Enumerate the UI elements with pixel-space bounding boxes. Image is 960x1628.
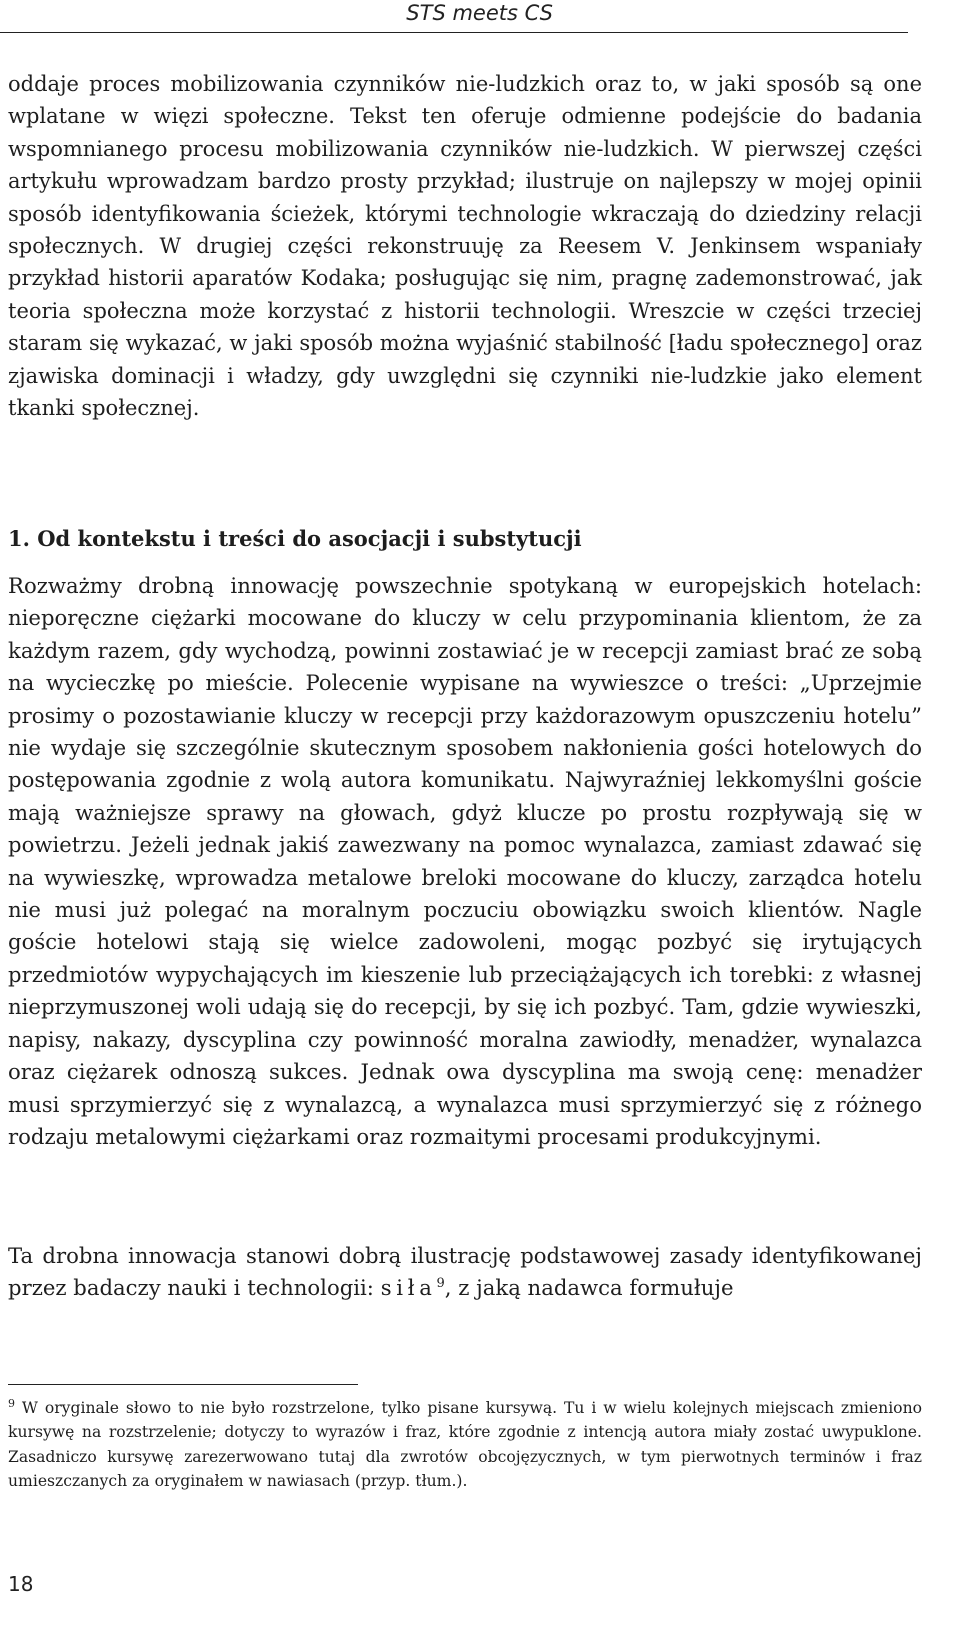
page-number: 18: [8, 1572, 34, 1596]
emphasized-word: siła: [380, 1275, 437, 1301]
footnote-reference[interactable]: 9: [436, 1276, 445, 1292]
footnote: [8, 1396, 922, 1494]
paragraph-intro: oddaje proces mobilizowania czynników nie-ludzkich oraz to, w jaki sposób są one wplatane w więzi społeczne. Tekst ten oferuje odmienne podejście do badania wspomnianego procesu mobilizowania czynników nie-ludzkich. W pierwszej części artykułu wprowadzam bardzo prosty przykład; ilustruje on najlepszy w mojej opinii sposób identyfikowania ścieżek, którymi technologie wkraczają do dziedziny relacji społecznych. W drugiej części rekonstruuję za Reesem V. Jenkinsem wspaniały przykład historii aparatów Kodaka; posługując się nim, pragnę zademonstrować, jak teoria społeczna może korzystać z historii technologii. Wreszcie w części trzeciej staram się wykazać, w jaki sposób można wyjaśnić stabilność [ładu społecznego] oraz zjawiska dominacji i władzy, gdy uwzględni się czynniki nie-ludzkie jako element tkanki społecznej.: [8, 72, 922, 421]
paragraph-hotel-keys: Rozważmy drobną innowację powszechnie spotykaną w europejskich hotelach: nieporęczne ciężarki mocowane do kluczy w celu przypominania klientom, że za każdym razem, gdy wychodzą, powinni zostawiać je w recepcji zamiast brać ze sobą na wycieczkę po mieście. Polecenie wypisane na wywieszce o treści: „Uprzejmie prosimy o pozostawianie kluczy w recepcji przy każdorazowym opuszczeniu hotelu” nie wydaje się szczególnie skutecznym sposobem nakłonienia gości hotelowych do postępowania zgodnie z wolą autora komunikatu. Najwyraźniej lekkomyślni goście mają ważniejsze sprawy na głowach, gdyż klucze po prostu rozpływają się w powietrzu. Jeżeli jednak jakiś zawezwany na pomoc wynalazca, zamiast zdawać się na wywieszkę, wprowadza metalowe breloki mocowane do kluczy, zarządca hotelu nie musi już polegać na moralnym poczuciu obowiązku swoich klientów. Nagle goście hotelowi stają się wielce zadowoleni, mogąc pozbyć się irytujących przedmiotów wypychających im kieszenie lub przeciążających ich torebki: z własnej nieprzymuszonej woli udają się do recepcji, by się ich pozbyć. Tam, gdzie wywieszki, napisy, nakazy, dyscyplina czy powinność moralna zawiodły, menadżer, wynalazca oraz ciężarek odnoszą sukces. Jednak owa dyscyplina ma swoją cenę: menadżer musi sprzymierzyć się z wynalazcą, a wynalazca musi sprzymierzyć się z różnego rodzaju metalowymi ciężarkami oraz rozmaitymi procesami produkcyjnymi.: [8, 573, 922, 1149]
running-head: [0, 0, 908, 33]
footnote-number: 9: [8, 1396, 15, 1410]
paragraph-illustration-start: Ta drobna innowacja stanowi dobrą ilustrację podstawowej zasady identyfikowanej przez badaczy nauki i technologii:: [8, 1243, 922, 1301]
paragraph-illustration-end: , z jaką nadawca formułuje: [444, 1275, 734, 1301]
section-heading: 1. Od kontekstu i treści do asocjacji i substytucji: [8, 526, 582, 551]
footnote-divider: [8, 1384, 358, 1385]
running-head-title: STS meets CS: [406, 1, 553, 25]
footnote-text: W oryginale słowo to nie było rozstrzelone, tylko pisane kursywą. Tu i w wielu kolejnych miejscach zmieniono kursywę na rozstrzelenie; dotyczy to wyrazów i fraz, które zgodnie z intencją autora miały zostać uwypuklone. Zasadniczo kursywę zarezerwowano tutaj dla zwrotów obcojęzycznych, w tym pierwotnych terminów i fraz umieszczanych za oryginałem w nawiasach (przyp. tłum.).: [8, 1399, 922, 1491]
paragraph-illustration: [8, 1240, 922, 1305]
